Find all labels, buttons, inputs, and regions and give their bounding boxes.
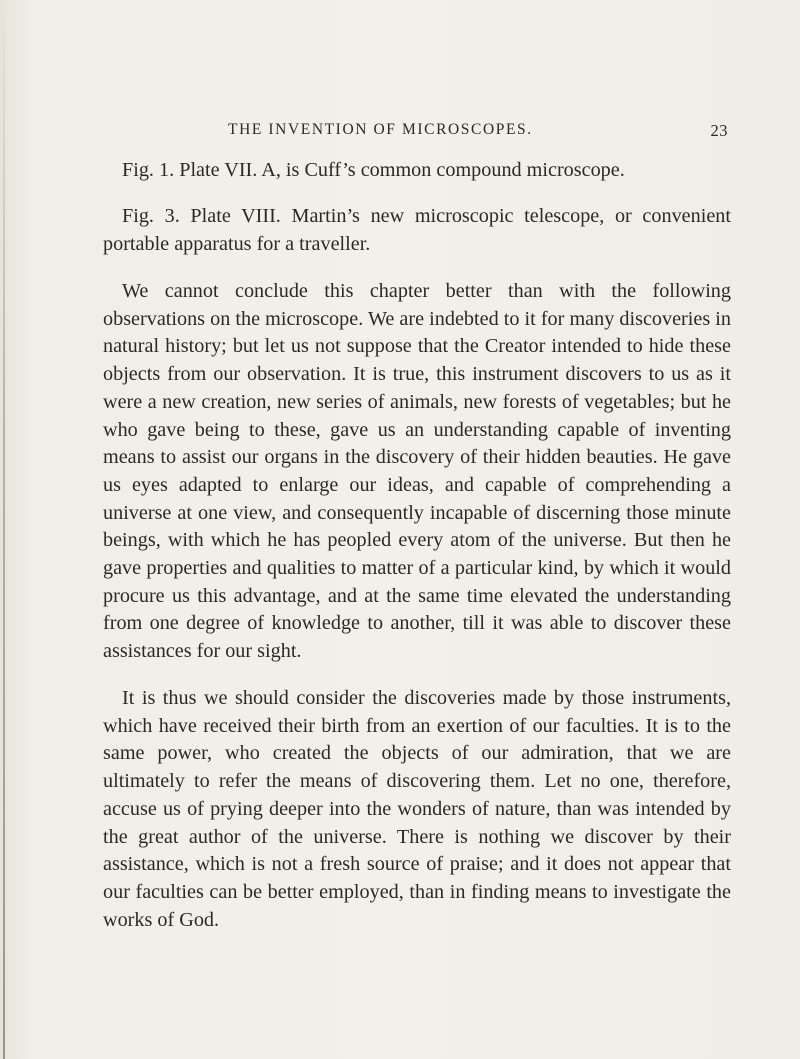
figure-caption-3-text: Fig. 3. Plate VIII. Martin’s new microscopic telescope, or convenient portable apparatus for a traveller.: [103, 205, 731, 255]
running-header: [228, 121, 728, 145]
body-paragraph-1-text: We cannot conclude this chapter better than with the following observations on the microscope. We are indebted to it for many discoveries in natural history; but let us not suppose that the Creator intended to hide these objects from our observation. It is true, this instrument discovers to us as it were a new creation, new series of animals, new forests of vegetables; but he who gave being to these, gave us an understanding capable of inventing means to assist our organs in the discovery of their hidden beauties. He gave us eyes adapted to enlarge our ideas, and capable of comprehending a universe at one view, and consequently incapable of discerning those minute beings, with which he has peopled every atom of the universe. But then he gave properties and qualities to matter of a particular kind, by which it would procure us this advantage, and at the same time elevated the understanding from one degree of knowledge to another, till it was able to discover these assistances for our sight.: [103, 280, 731, 663]
figure-caption-1: [103, 157, 731, 185]
body-paragraph-1: [103, 278, 731, 666]
body-paragraph-2-text: It is thus we should consider the discoveries made by those instruments, which have received their birth from an exertion of our faculties. It is to the same power, who created the objects of our admiration, that we are ultimately to refer the means of discovering them. Let no one, therefore, accuse us of prying deeper into the wonders of nature, than was intended by the great author of the universe. There is nothing we discover by their assistance, which is not a fresh source of praise; and it does not appear that our faculties can be better employed, than in finding means to investigate the works of God.: [103, 687, 731, 931]
page-gutter-edge: [3, 0, 5, 1059]
page-number: 23: [710, 121, 728, 140]
running-head-title: THE INVENTION OF MICROSCOPES.: [228, 121, 533, 138]
figure-caption-3: [103, 203, 731, 258]
figure-caption-1-text: Fig. 1. Plate VII. A, is Cuff’s common compound microscope.: [122, 159, 625, 181]
body-paragraph-2: [103, 685, 731, 934]
